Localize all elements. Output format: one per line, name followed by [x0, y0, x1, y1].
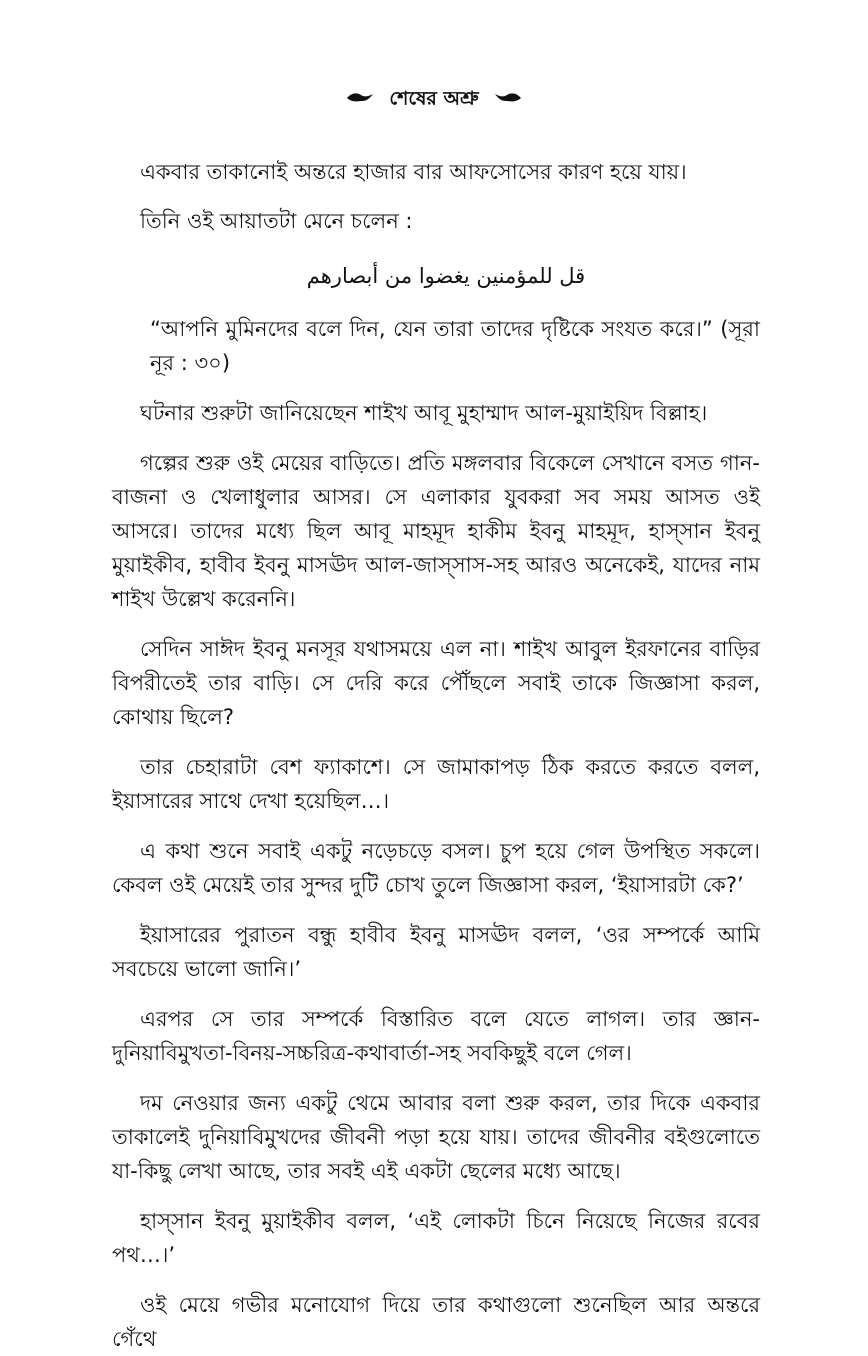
paragraph-6: তার চেহারাটা বেশ ফ্যাকাশে। সে জামাকাপড় ঠিক করতে করতে বলল, ইয়াসারের সাথে দেখা হয়েছিল…।: [112, 755, 760, 813]
paragraph-12: ওই মেয়ে গভীর মনোযোগ দিয়ে তার কথাগুলো শুনেছিল আর অন্তরে গেঁথে: [112, 1293, 760, 1351]
left-ornament-icon: [345, 85, 375, 113]
paragraph-2: তিনি ওই আয়াতটা মেনে চলেন :: [140, 209, 413, 233]
paragraph-4: গল্পের শুরু ওই মেয়ের বাড়িতে। প্রতি মঙ্গলবার বিকেলে সেখানে বসত গান-বাজনা ও খেলাধুলার আসর। সে এলাকার যুবকরা সব সময় আসত ওই আসরে। তাদের মধ্যে ছিল আবূ মাহমূদ হাকীম ইবনু মাহমূদ, হাস্‌সান ইবনু মুয়াইকীব, হাবীব ইবনু মাসঊদ আল-জাস্‌সাস-সহ আরও অনেকেই, যাদের নাম শাইখ উল্লেখ করেননি।: [112, 451, 760, 611]
paragraph-8: ইয়াসারের পুরাতন বন্ধু হাবীব ইবনু মাসঊদ বলল, ‘ওর সম্পর্কে আমি সবচেয়ে ভালো জানি।’: [112, 923, 760, 981]
paragraph-1: একবার তাকানোই অন্তরে হাজার বার আফসোসের কারণ হয়ে যায়।: [140, 160, 687, 184]
paragraph-10: দম নেওয়ার জন্য একটু থেমে আবার বলা শুরু করল, তার দিকে একবার তাকালেই দুনিয়াবিমুখদের জীবনী পড়া হয়ে যায়। তাদের জীবনীর বইগুলোতে যা-কিছু লেখা আছে, তার সবই এই একটা ছেলের মধ্যে আছে।: [112, 1091, 760, 1183]
translation-quote: “আপনি মুমিনদের বলে দিন, যেন তারা তাদের দৃষ্টিকে সংযত করে।”: [150, 317, 713, 341]
verse-translation: [112, 312, 760, 380]
paragraph-9: এরপর সে তার সম্পর্কে বিস্তারিত বলে যেতে লাগল। তার জ্ঞান-দুনিয়াবিমুখতা-বিনয়-সচ্চরিত্র-কথাবার্তা-সহ সবকিছুই বলে গেল।: [112, 1007, 760, 1065]
paragraph-7: এ কথা শুনে সবাই একটু নড়েচড়ে বসল। চুপ হয়ে গেল উপস্থিত সকলে। কেবল ওই মেয়েই তার সুন্দর দুটি চোখ তুলে জিজ্ঞাসা করল, ‘ইয়াসারটা কে?’: [112, 839, 760, 897]
translation-reference: (সূরা নূর : ৩০): [150, 317, 760, 375]
paragraph-5: সেদিন সাঈদ ইবনু মনসূর যথাসময়ে এল না। শাইখ আবুল ইরফানের বাড়ির বিপরীতেই তার বাড়ি। সে দেরি করে পৌঁছলে সবাই তাকে জিজ্ঞাসা করল, কোথায় ছিলে?: [112, 637, 760, 729]
running-title: শেষের অশ্রু: [389, 87, 479, 110]
paragraph-3: ঘটনার শুরুটা জানিয়েছেন শাইখ আবূ মুহাম্মাদ আল-মুয়াইয়িদ বিল্লাহ।: [140, 401, 708, 425]
running-header: [0, 84, 868, 113]
paragraph-11: হাস্‌সান ইবনু মুয়াইকীব বলল, ‘এই লোকটা চিনে নিয়েছে নিজের রবের পথ…।’: [112, 1209, 760, 1267]
arabic-verse: قل للمؤمنين يغضوا من أبصارهم: [306, 264, 586, 288]
page-body: [112, 155, 760, 1356]
right-ornament-icon: [493, 85, 523, 113]
